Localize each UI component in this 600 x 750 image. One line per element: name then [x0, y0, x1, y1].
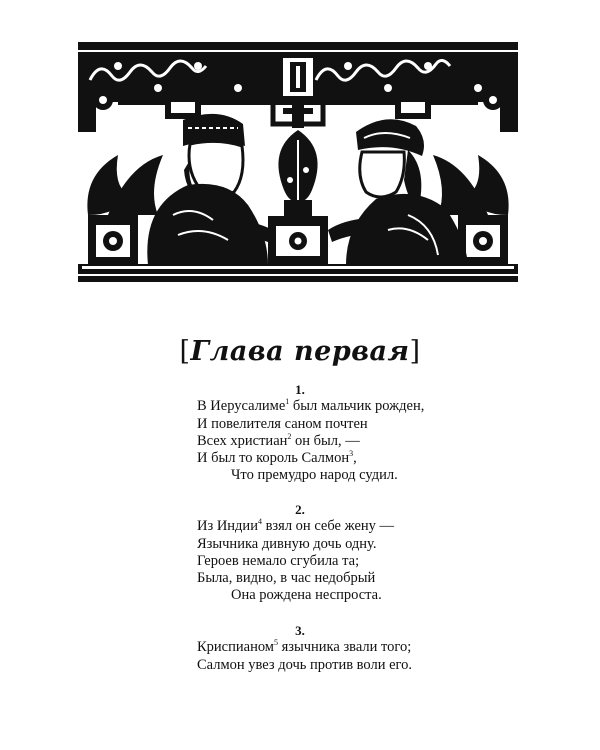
verse-line: Из Индии$^4$ взял он себе жену —: [197, 517, 395, 534]
verse-line: В Иерусалиме$^1$ был мальчик рожден,: [197, 397, 425, 414]
verse-line: Была, видно, в час недобрый: [197, 570, 376, 586]
verse-line: Салмон увез дочь против воли его.: [197, 657, 413, 673]
verse-line: Всех христиан$^2$ он был, —: [197, 432, 360, 449]
title-bracket-left: [: [179, 336, 191, 367]
verse-line: Она рождена неспроста.: [231, 587, 382, 603]
verse-line: Что премудро народ судил.: [231, 467, 398, 483]
title-bracket-right: ]: [409, 336, 421, 367]
verse-line: Язычника дивную дочь одну.: [197, 536, 377, 552]
chapter-title-text: Глава первая: [190, 336, 410, 367]
chapter-title: [0, 336, 600, 367]
stanza-number: 2.: [295, 502, 305, 517]
verse-line: И повелителя саном почтен: [197, 416, 368, 432]
stanza-number: 1.: [295, 382, 305, 397]
stanza-number: 3.: [295, 623, 305, 638]
verse-line: Криспианом$^5$ язычника звали того;: [197, 638, 412, 655]
woodcut-illustration: [78, 40, 518, 285]
verse-line: И был то король Салмон$^3$,: [197, 449, 357, 466]
verse-line: Героев немало сгубила та;: [197, 553, 360, 569]
